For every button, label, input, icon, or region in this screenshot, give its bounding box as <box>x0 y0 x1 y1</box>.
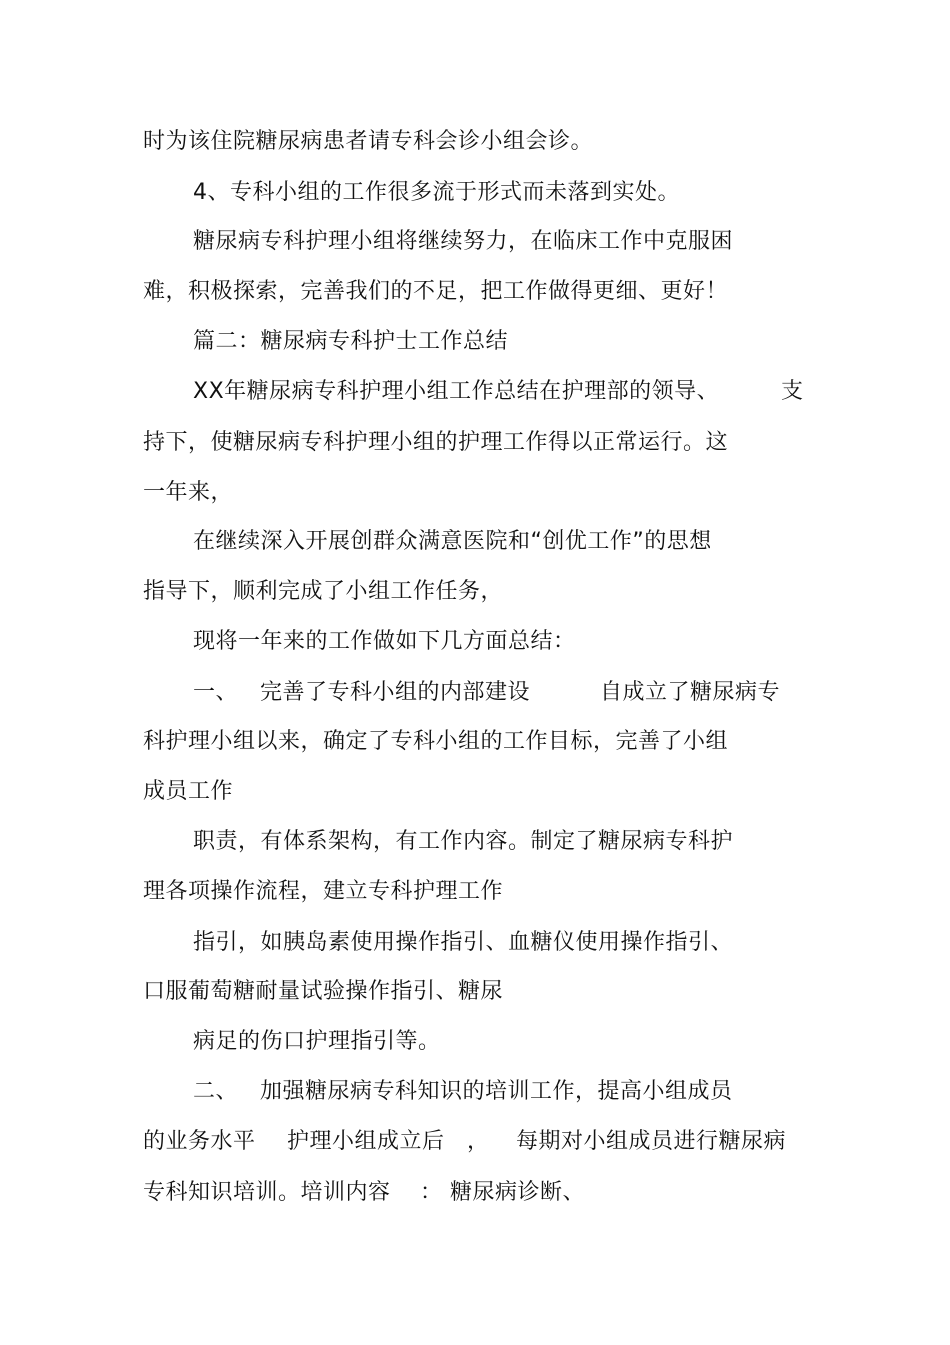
text-fragment: 加强糖尿病专科知识的培训工作，提高小组成员 <box>260 1079 733 1104</box>
text-fragment: 每期对小组成员进行糖尿病 <box>516 1129 787 1154</box>
text-line: 口服葡萄糖耐量试验操作指引、糖尿 <box>143 979 504 1004</box>
text-line: 4、专科小组的工作很多流于形式而未落到实处。 <box>193 180 680 205</box>
text-fragment: 支 <box>781 379 804 404</box>
list-number: 二、 <box>193 1079 239 1104</box>
text-fragment: 完善了专科小组的内部建设 <box>260 680 531 705</box>
text-line: 成员工作 <box>143 779 234 804</box>
text-line: 理各项操作流程，建立专科护理工作 <box>143 879 504 904</box>
text-line: 糖尿病专科护理小组将继续努力，在临床工作中克服困 <box>193 229 734 254</box>
section-heading: 篇二：糖尿病专科护士工作总结 <box>193 329 509 354</box>
text-line: 在继续深入开展创群众满意医院和“创优工作”的思想 <box>193 529 712 554</box>
text-line: 病足的伤口护理指引等。 <box>193 1029 441 1054</box>
text-line: 时为该住院糖尿病患者请专科会诊小组会诊。 <box>143 129 594 154</box>
text-line: 职责，有体系架构，有工作内容。制定了糖尿病专科护 <box>193 829 734 854</box>
text-line: 指引，如胰岛素使用操作指引、血糖仪使用操作指引、 <box>193 930 734 955</box>
text-fragment: ： <box>420 1180 443 1205</box>
text-line: 一年来， <box>143 480 234 505</box>
text-fragment: 糖尿病诊断、 <box>450 1180 586 1205</box>
text-line: 指导下，顺利完成了小组工作任务， <box>143 579 504 604</box>
text-fragment: 自成立了糖尿病专 <box>600 680 781 705</box>
list-number: 一、 <box>193 680 239 705</box>
text-line: 持下，使糖尿病专科护理小组的护理工作得以正常运行。这 <box>143 430 729 455</box>
text-fragment: 的业务水平 <box>143 1129 256 1154</box>
text-fragment: ， <box>467 1129 490 1154</box>
text-line: 难，积极探索，完善我们的不足，把工作做得更细、更好！ <box>143 279 729 304</box>
text-line: XX年糖尿病专科护理小组工作总结在护理部的领导、 <box>193 379 720 404</box>
text-line: 现将一年来的工作做如下几方面总结： <box>193 629 576 654</box>
text-fragment: 护理小组成立后 <box>287 1129 445 1154</box>
text-line: 科护理小组以来，确定了专科小组的工作目标，完善了小组 <box>143 729 729 754</box>
text-fragment: 专科知识培训。培训内容 <box>143 1180 391 1205</box>
